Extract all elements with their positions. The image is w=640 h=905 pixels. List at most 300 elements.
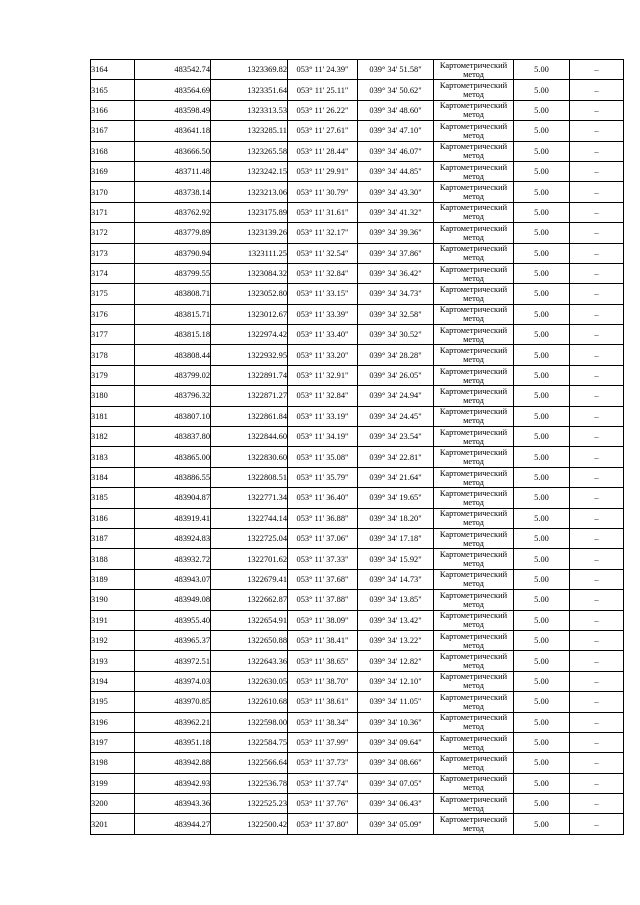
method-line2: метод <box>463 640 484 650</box>
description-cell: – <box>570 692 624 712</box>
method-cell <box>434 243 514 263</box>
method-line2: метод <box>463 273 484 283</box>
longitude-cell: 039° 34' 17.18" <box>358 528 434 548</box>
longitude-cell: 039° 34' 23.54" <box>358 427 434 447</box>
latitude-cell: 053° 11' 36.88" <box>288 508 358 528</box>
longitude-cell: 039° 34' 06.43" <box>358 794 434 814</box>
method-line1: Картометрический <box>439 590 508 600</box>
table-row <box>91 243 624 263</box>
point-number-cell: 3177 <box>91 325 135 345</box>
y-coordinate-cell: 1322871.27 <box>211 386 288 406</box>
table-row <box>91 100 624 120</box>
latitude-cell: 053° 11' 31.61" <box>288 202 358 222</box>
method-line1: Картометрический <box>439 407 508 417</box>
accuracy-cell: 5.00 <box>514 488 570 508</box>
description-cell: – <box>570 467 624 487</box>
x-coordinate-cell: 483974.03 <box>135 671 211 691</box>
table-row <box>91 345 624 365</box>
accuracy-cell: 5.00 <box>514 528 570 548</box>
method-line1: Картометрический <box>439 631 508 641</box>
method-cell <box>434 80 514 100</box>
method-line1: Картометрический <box>439 183 508 193</box>
y-coordinate-cell: 1322844.60 <box>211 427 288 447</box>
longitude-cell: 039° 34' 05.09" <box>358 814 434 834</box>
latitude-cell: 053° 11' 37.80" <box>288 814 358 834</box>
longitude-cell: 039° 34' 10.36" <box>358 712 434 732</box>
method-line2: метод <box>463 334 484 344</box>
method-line2: метод <box>463 722 484 732</box>
method-line2: метод <box>463 579 484 589</box>
point-number-cell: 3181 <box>91 406 135 426</box>
point-number-cell: 3200 <box>91 794 135 814</box>
longitude-cell: 039° 34' 34.73" <box>358 284 434 304</box>
point-number-cell: 3175 <box>91 284 135 304</box>
method-line2: метод <box>463 681 484 691</box>
accuracy-cell: 5.00 <box>514 549 570 569</box>
longitude-cell: 039° 34' 51.58" <box>358 60 434 80</box>
point-number-cell: 3190 <box>91 590 135 610</box>
x-coordinate-cell: 483932.72 <box>135 549 211 569</box>
method-line2: метод <box>463 192 484 202</box>
x-coordinate-cell: 483815.18 <box>135 325 211 345</box>
y-coordinate-cell: 1322808.51 <box>211 467 288 487</box>
y-coordinate-cell: 1322598.00 <box>211 712 288 732</box>
table-row <box>91 263 624 283</box>
table-row <box>91 121 624 141</box>
latitude-cell: 053° 11' 33.39" <box>288 304 358 324</box>
method-line2: метод <box>463 762 484 772</box>
x-coordinate-cell: 483564.69 <box>135 80 211 100</box>
latitude-cell: 053° 11' 37.99" <box>288 732 358 752</box>
longitude-cell: 039° 34' 50.62" <box>358 80 434 100</box>
description-cell: – <box>570 671 624 691</box>
description-cell: – <box>570 325 624 345</box>
latitude-cell: 053° 11' 38.41" <box>288 630 358 650</box>
accuracy-cell: 5.00 <box>514 569 570 589</box>
method-line1: Картометрический <box>439 386 508 396</box>
table-row <box>91 325 624 345</box>
method-cell <box>434 325 514 345</box>
method-cell <box>434 263 514 283</box>
y-coordinate-cell: 1322662.87 <box>211 590 288 610</box>
method-line2: метод <box>463 803 484 813</box>
description-cell: – <box>570 80 624 100</box>
point-number-cell: 3192 <box>91 630 135 650</box>
y-coordinate-cell: 1322525.23 <box>211 794 288 814</box>
y-coordinate-cell: 1323369.82 <box>211 60 288 80</box>
x-coordinate-cell: 483962.21 <box>135 712 211 732</box>
point-number-cell: 3164 <box>91 60 135 80</box>
latitude-cell: 053° 11' 32.84" <box>288 263 358 283</box>
method-cell <box>434 732 514 752</box>
latitude-cell: 053° 11' 26.22" <box>288 100 358 120</box>
longitude-cell: 039° 34' 11.05" <box>358 692 434 712</box>
method-line1: Картометрический <box>439 101 508 111</box>
method-line2: метод <box>463 824 484 834</box>
point-number-cell: 3188 <box>91 549 135 569</box>
method-cell <box>434 773 514 793</box>
longitude-cell: 039° 34' 14.73" <box>358 569 434 589</box>
x-coordinate-cell: 483815.71 <box>135 304 211 324</box>
description-cell: – <box>570 345 624 365</box>
method-line1: Картометрический <box>439 427 508 437</box>
longitude-cell: 039° 34' 39.36" <box>358 223 434 243</box>
point-number-cell: 3168 <box>91 141 135 161</box>
table-row <box>91 488 624 508</box>
method-cell <box>434 508 514 528</box>
method-line2: метод <box>463 253 484 263</box>
latitude-cell: 053° 11' 35.79" <box>288 467 358 487</box>
x-coordinate-cell: 483949.08 <box>135 590 211 610</box>
y-coordinate-cell: 1322725.04 <box>211 528 288 548</box>
longitude-cell: 039° 34' 18.20" <box>358 508 434 528</box>
x-coordinate-cell: 483865.00 <box>135 447 211 467</box>
x-coordinate-cell: 483943.36 <box>135 794 211 814</box>
description-cell: – <box>570 121 624 141</box>
accuracy-cell: 5.00 <box>514 406 570 426</box>
y-coordinate-cell: 1322830.60 <box>211 447 288 467</box>
method-line1: Картометрический <box>439 284 508 294</box>
x-coordinate-cell: 483641.18 <box>135 121 211 141</box>
longitude-cell: 039° 34' 28.28" <box>358 345 434 365</box>
table-row <box>91 712 624 732</box>
method-line1: Картометрический <box>439 815 508 825</box>
description-cell: – <box>570 590 624 610</box>
latitude-cell: 053° 11' 38.65" <box>288 651 358 671</box>
longitude-cell: 039° 34' 43.30" <box>358 182 434 202</box>
method-cell <box>434 528 514 548</box>
latitude-cell: 053° 11' 32.84" <box>288 386 358 406</box>
x-coordinate-cell: 483779.89 <box>135 223 211 243</box>
description-cell: – <box>570 508 624 528</box>
method-cell <box>434 121 514 141</box>
y-coordinate-cell: 1322566.64 <box>211 753 288 773</box>
accuracy-cell: 5.00 <box>514 651 570 671</box>
x-coordinate-cell: 483944.27 <box>135 814 211 834</box>
method-line1: Картометрический <box>439 570 508 580</box>
method-line2: метод <box>463 518 484 528</box>
method-line2: метод <box>463 355 484 365</box>
longitude-cell: 039° 34' 44.85" <box>358 161 434 181</box>
method-cell <box>434 794 514 814</box>
latitude-cell: 053° 11' 24.39" <box>288 60 358 80</box>
y-coordinate-cell: 1322744.14 <box>211 508 288 528</box>
method-line1: Картометрический <box>439 652 508 662</box>
longitude-cell: 039° 34' 15.92" <box>358 549 434 569</box>
method-line1: Картометрический <box>439 244 508 254</box>
latitude-cell: 053° 11' 37.06" <box>288 528 358 548</box>
description-cell: – <box>570 406 624 426</box>
description-cell: – <box>570 365 624 385</box>
point-number-cell: 3196 <box>91 712 135 732</box>
y-coordinate-cell: 1322891.74 <box>211 365 288 385</box>
accuracy-cell: 5.00 <box>514 304 570 324</box>
y-coordinate-cell: 1322610.68 <box>211 692 288 712</box>
table-row <box>91 651 624 671</box>
y-coordinate-cell: 1323265.58 <box>211 141 288 161</box>
y-coordinate-cell: 1322650.88 <box>211 630 288 650</box>
table-row <box>91 386 624 406</box>
description-cell: – <box>570 712 624 732</box>
table-row <box>91 80 624 100</box>
method-line2: метод <box>463 416 484 426</box>
method-line2: метод <box>463 90 484 100</box>
latitude-cell: 053° 11' 33.20" <box>288 345 358 365</box>
table-row <box>91 630 624 650</box>
accuracy-cell: 5.00 <box>514 794 570 814</box>
latitude-cell: 053° 11' 37.73" <box>288 753 358 773</box>
x-coordinate-cell: 483807.10 <box>135 406 211 426</box>
coordinates-table <box>90 59 624 835</box>
method-line2: метод <box>463 701 484 711</box>
description-cell: – <box>570 732 624 752</box>
description-cell: – <box>570 610 624 630</box>
table-row <box>91 610 624 630</box>
description-cell: – <box>570 60 624 80</box>
longitude-cell: 039° 34' 30.52" <box>358 325 434 345</box>
method-line2: метод <box>463 742 484 752</box>
method-line1: Картометрический <box>439 305 508 315</box>
table-row <box>91 671 624 691</box>
latitude-cell: 053° 11' 25.11" <box>288 80 358 100</box>
x-coordinate-cell: 483942.88 <box>135 753 211 773</box>
table-row <box>91 692 624 712</box>
method-cell <box>434 447 514 467</box>
method-line1: Картометрический <box>439 672 508 682</box>
method-line1: Картометрический <box>439 346 508 356</box>
table-row <box>91 141 624 161</box>
longitude-cell: 039° 34' 08.66" <box>358 753 434 773</box>
latitude-cell: 053° 11' 30.79" <box>288 182 358 202</box>
y-coordinate-cell: 1322630.05 <box>211 671 288 691</box>
method-cell <box>434 304 514 324</box>
accuracy-cell: 5.00 <box>514 161 570 181</box>
method-line1: Картометрический <box>439 81 508 91</box>
latitude-cell: 053° 11' 27.61" <box>288 121 358 141</box>
point-number-cell: 3187 <box>91 528 135 548</box>
description-cell: – <box>570 284 624 304</box>
description-cell: – <box>570 528 624 548</box>
point-number-cell: 3165 <box>91 80 135 100</box>
accuracy-cell: 5.00 <box>514 712 570 732</box>
accuracy-cell: 5.00 <box>514 732 570 752</box>
method-line1: Картометрический <box>439 529 508 539</box>
x-coordinate-cell: 483965.37 <box>135 630 211 650</box>
table-row <box>91 365 624 385</box>
method-line1: Картометрический <box>439 753 508 763</box>
description-cell: – <box>570 549 624 569</box>
latitude-cell: 053° 11' 38.70" <box>288 671 358 691</box>
latitude-cell: 053° 11' 37.76" <box>288 794 358 814</box>
accuracy-cell: 5.00 <box>514 814 570 834</box>
description-cell: – <box>570 447 624 467</box>
description-cell: – <box>570 427 624 447</box>
latitude-cell: 053° 11' 38.09" <box>288 610 358 630</box>
latitude-cell: 053° 11' 38.34" <box>288 712 358 732</box>
method-cell <box>434 161 514 181</box>
method-line2: метод <box>463 395 484 405</box>
x-coordinate-cell: 483790.94 <box>135 243 211 263</box>
table-row <box>91 467 624 487</box>
point-number-cell: 3180 <box>91 386 135 406</box>
point-number-cell: 3174 <box>91 263 135 283</box>
accuracy-cell: 5.00 <box>514 284 570 304</box>
description-cell: – <box>570 794 624 814</box>
point-number-cell: 3186 <box>91 508 135 528</box>
y-coordinate-cell: 1323084.32 <box>211 263 288 283</box>
y-coordinate-cell: 1322861.84 <box>211 406 288 426</box>
method-cell <box>434 549 514 569</box>
method-cell <box>434 671 514 691</box>
method-line1: Картометрический <box>439 162 508 172</box>
x-coordinate-cell: 483808.44 <box>135 345 211 365</box>
method-line1: Картометрический <box>439 468 508 478</box>
table-row <box>91 406 624 426</box>
method-line1: Картометрический <box>439 203 508 213</box>
accuracy-cell: 5.00 <box>514 365 570 385</box>
longitude-cell: 039° 34' 32.58" <box>358 304 434 324</box>
method-line2: метод <box>463 620 484 630</box>
x-coordinate-cell: 483924.83 <box>135 528 211 548</box>
y-coordinate-cell: 1322701.62 <box>211 549 288 569</box>
method-line1: Картометрический <box>439 488 508 498</box>
latitude-cell: 053° 11' 37.88" <box>288 590 358 610</box>
method-line2: метод <box>463 314 484 324</box>
latitude-cell: 053° 11' 32.54" <box>288 243 358 263</box>
accuracy-cell: 5.00 <box>514 243 570 263</box>
description-cell: – <box>570 488 624 508</box>
method-line2: метод <box>463 457 484 467</box>
description-cell: – <box>570 569 624 589</box>
y-coordinate-cell: 1323139.26 <box>211 223 288 243</box>
accuracy-cell: 5.00 <box>514 141 570 161</box>
method-line2: метод <box>463 538 484 548</box>
longitude-cell: 039° 34' 22.81" <box>358 447 434 467</box>
accuracy-cell: 5.00 <box>514 100 570 120</box>
x-coordinate-cell: 483598.49 <box>135 100 211 120</box>
y-coordinate-cell: 1323313.53 <box>211 100 288 120</box>
table-row <box>91 60 624 80</box>
table-row <box>91 569 624 589</box>
method-line2: метод <box>463 130 484 140</box>
longitude-cell: 039° 34' 24.94" <box>358 386 434 406</box>
y-coordinate-cell: 1323351.64 <box>211 80 288 100</box>
longitude-cell: 039° 34' 37.86" <box>358 243 434 263</box>
point-number-cell: 3191 <box>91 610 135 630</box>
longitude-cell: 039° 34' 13.22" <box>358 630 434 650</box>
table-body <box>91 60 624 835</box>
x-coordinate-cell: 483799.02 <box>135 365 211 385</box>
method-line1: Картометрический <box>439 121 508 131</box>
description-cell: – <box>570 161 624 181</box>
latitude-cell: 053° 11' 38.61" <box>288 692 358 712</box>
point-number-cell: 3178 <box>91 345 135 365</box>
latitude-cell: 053° 11' 33.40" <box>288 325 358 345</box>
table-row <box>91 161 624 181</box>
point-number-cell: 3185 <box>91 488 135 508</box>
description-cell: – <box>570 141 624 161</box>
table-row <box>91 223 624 243</box>
x-coordinate-cell: 483837.80 <box>135 427 211 447</box>
y-coordinate-cell: 1322771.34 <box>211 488 288 508</box>
y-coordinate-cell: 1322584.75 <box>211 732 288 752</box>
method-line2: метод <box>463 661 484 671</box>
method-line1: Картометрический <box>439 142 508 152</box>
longitude-cell: 039° 34' 07.05" <box>358 773 434 793</box>
point-number-cell: 3166 <box>91 100 135 120</box>
x-coordinate-cell: 483886.55 <box>135 467 211 487</box>
description-cell: – <box>570 202 624 222</box>
description-cell: – <box>570 182 624 202</box>
point-number-cell: 3170 <box>91 182 135 202</box>
table-row <box>91 590 624 610</box>
longitude-cell: 039° 34' 12.82" <box>358 651 434 671</box>
accuracy-cell: 5.00 <box>514 325 570 345</box>
method-cell <box>434 814 514 834</box>
latitude-cell: 053° 11' 28.44" <box>288 141 358 161</box>
y-coordinate-cell: 1322679.41 <box>211 569 288 589</box>
method-line2: метод <box>463 110 484 120</box>
accuracy-cell: 5.00 <box>514 508 570 528</box>
longitude-cell: 039° 34' 13.85" <box>358 590 434 610</box>
method-line1: Картометрический <box>439 733 508 743</box>
longitude-cell: 039° 34' 46.07" <box>358 141 434 161</box>
x-coordinate-cell: 483919.41 <box>135 508 211 528</box>
method-cell <box>434 610 514 630</box>
table-row <box>91 814 624 834</box>
latitude-cell: 053° 11' 37.74" <box>288 773 358 793</box>
description-cell: – <box>570 243 624 263</box>
description-cell: – <box>570 773 624 793</box>
method-line2: метод <box>463 293 484 303</box>
latitude-cell: 053° 11' 35.08" <box>288 447 358 467</box>
description-cell: – <box>570 814 624 834</box>
method-line2: метод <box>463 171 484 181</box>
point-number-cell: 3197 <box>91 732 135 752</box>
table-row <box>91 284 624 304</box>
method-cell <box>434 427 514 447</box>
x-coordinate-cell: 483970.85 <box>135 692 211 712</box>
method-cell <box>434 100 514 120</box>
table-row <box>91 427 624 447</box>
x-coordinate-cell: 483955.40 <box>135 610 211 630</box>
method-cell <box>434 630 514 650</box>
point-number-cell: 3183 <box>91 447 135 467</box>
method-line1: Картометрический <box>439 550 508 560</box>
x-coordinate-cell: 483942.93 <box>135 773 211 793</box>
x-coordinate-cell: 483711.48 <box>135 161 211 181</box>
method-line2: метод <box>463 783 484 793</box>
accuracy-cell: 5.00 <box>514 80 570 100</box>
accuracy-cell: 5.00 <box>514 386 570 406</box>
longitude-cell: 039° 34' 12.10" <box>358 671 434 691</box>
y-coordinate-cell: 1323213.06 <box>211 182 288 202</box>
method-line1: Картометрический <box>439 325 508 335</box>
method-line2: метод <box>463 599 484 609</box>
y-coordinate-cell: 1323111.25 <box>211 243 288 263</box>
table-row <box>91 528 624 548</box>
point-number-cell: 3169 <box>91 161 135 181</box>
method-cell <box>434 60 514 80</box>
latitude-cell: 053° 11' 34.19" <box>288 427 358 447</box>
point-number-cell: 3194 <box>91 671 135 691</box>
table-row <box>91 182 624 202</box>
method-cell <box>434 590 514 610</box>
method-cell <box>434 386 514 406</box>
longitude-cell: 039° 34' 48.60" <box>358 100 434 120</box>
method-line2: метод <box>463 436 484 446</box>
point-number-cell: 3201 <box>91 814 135 834</box>
